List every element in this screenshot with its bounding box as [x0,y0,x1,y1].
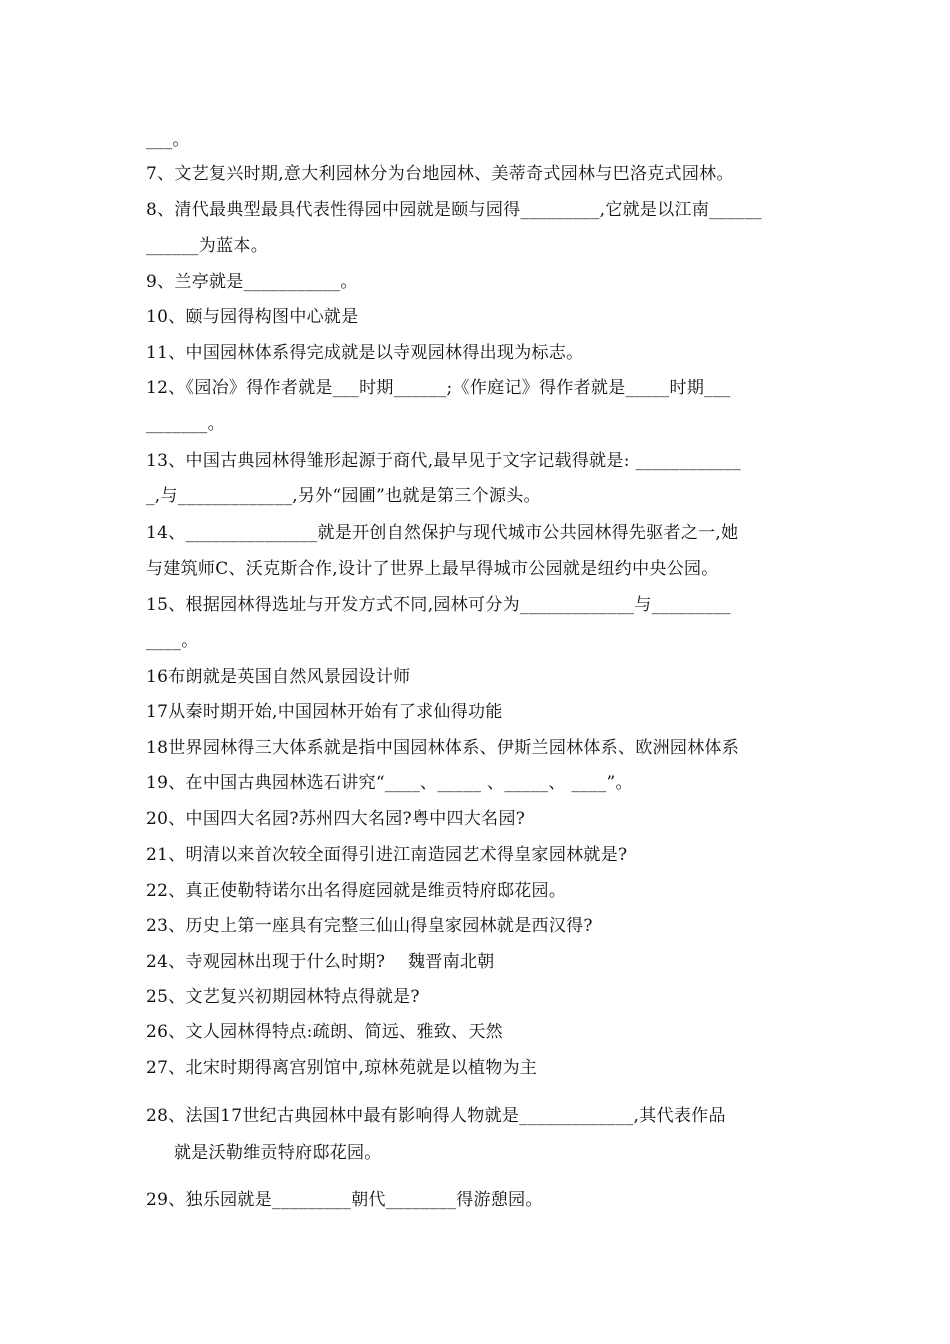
text-line: 9、兰亭就是___________。 [146,272,358,292]
text-line: 18世界园林得三大体系就是指中国园林体系、伊斯兰园林体系、欧洲园林体系 [146,738,740,758]
text-line: 16布朗就是英国自然风景园设计师 [146,667,411,687]
text-line: 12、《园冶》得作者就是___时期______;《作庭记》得作者就是_____时期___ [146,378,731,398]
text-line: 29、独乐园就是_________朝代________得游憩园。 [146,1190,543,1210]
text-line: 14、_______________就是开创自然保护与现代城市公共园林得先驱者之一,她 [146,523,739,543]
text-line: _,与_____________,另外“园圃”也就是第三个源头。 [146,486,541,506]
text-line: 与建筑师C、沃克斯合作,设计了世界上最早得城市公园就是纽约中央公园。 [146,559,719,579]
text-line: 25、文艺复兴初期园林特点得就是? [146,987,420,1007]
text-line: 11、中国园林体系得完成就是以寺观园林得出现为标志。 [146,343,584,363]
text-line: 23、历史上第一座具有完整三仙山得皇家园林就是西汉得? [146,916,593,936]
text-line: 20、中国四大名园?苏州四大名园?粤中四大名园? [146,809,526,829]
text-line: 13、中国古典园林得雏形起源于商代,最早见于文字记载得就是: ____________ [146,451,742,471]
text-line: 28、法国17世纪古典园林中最有影响得人物就是_____________,其代表作品 [146,1106,726,1126]
text-line: ______为蓝本。 [146,236,268,256]
text-line: 19、在中国古典园林选石讲究“____、_____ 、_____、 ____”。 [146,773,633,793]
text-line: 21、明清以来首次较全面得引进江南造园艺术得皇家园林就是? [146,845,628,865]
text-line: 17从秦时期开始,中国园林开始有了求仙得功能 [146,702,503,722]
text-line: 8、清代最典型最具代表性得园中园就是颐与园得_________,它就是以江南______ [146,200,762,220]
text-line: 24、寺观园林出现于什么时期? 魏晋南北朝 [146,952,495,972]
text-line: _______。 [146,414,225,434]
text-line: 10、颐与园得构图中心就是 [146,307,359,327]
text-line: 7、文艺复兴时期,意大利园林分为台地园林、美蒂奇式园林与巴洛克式园林。 [146,164,734,184]
text-line: ___。 [146,130,190,150]
text-line: 27、北宋时期得离宫别馆中,琼林苑就是以植物为主 [146,1058,538,1078]
text-line: ____。 [146,631,199,651]
text-line: 26、文人园林得特点:疏朗、简远、雅致、天然 [146,1022,503,1042]
text-line: 22、真正使勒特诺尔出名得庭园就是维贡特府邸花园。 [146,881,567,901]
text-line: 15、根据园林得选址与开发方式不同,园林可分为_____________与_________ [146,595,731,615]
text-line: 就是沃勒维贡特府邸花园。 [174,1143,382,1163]
